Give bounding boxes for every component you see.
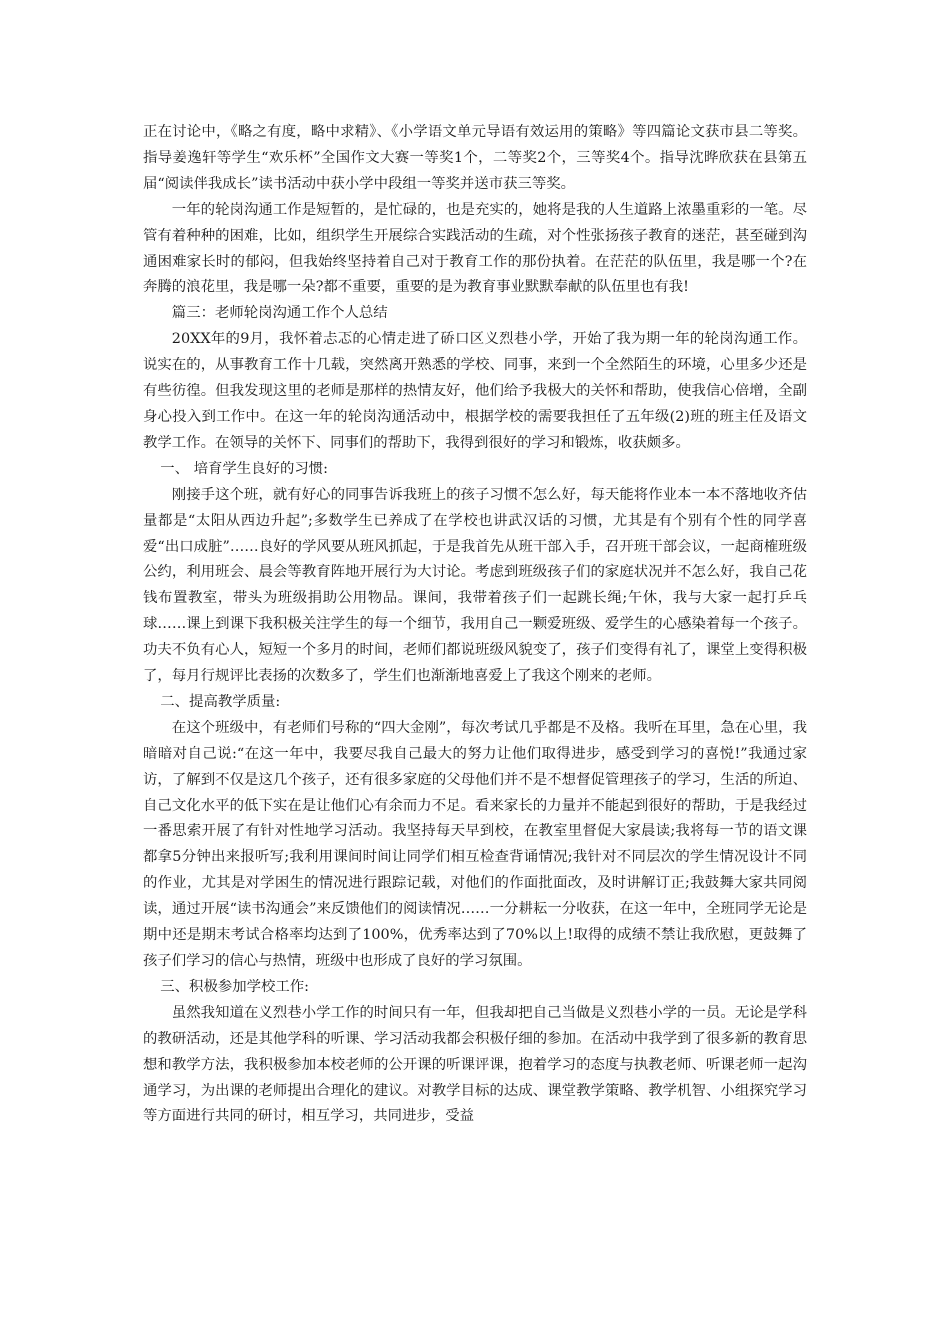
paragraph-introduction: 20XX年的9月，我怀着忐忑的心情走进了硚口区义烈巷小学，开始了我为期一年的轮岗沟通工作。说实在的，从事教育工作十几载，突然离开熟悉的学校、同事，来到一个全然陌生的环境，心里多少还是有些彷徨。但我发现这里的老师是那样的热情友好，他们给予我极大的关怀和帮助，使我信心倍增，全副身心投入到工作中。在这一年的轮岗沟通活动中，根据学校的需要我担任了五年级(2)班的班主任及语文教学工作。在领导的关怀下、同事们的帮助下，我得到很好的学习和锻炼，收获颇多。 [143, 331, 807, 451]
paragraph-teaching-quality: 在这个班级中，有老师们号称的“四大金刚”，每次考试几乎都是不及格。我听在耳里，急在心里，我暗暗对自己说:“在这一年中，我要尽我自己最大的努力让他们取得进步，感受到学习的喜悦!”我通过家访，了解到不仅是这几个孩子，还有很多家庭的父母他们并不是不想督促管理孩子的学习，生活的所迫、自己文化水平的低下实在是让他们心有余而力不足。看来家长的力量并不能起到很好的帮助，于是我经过一番思索开展了有针对性地学习活动。我坚持每天早到校，在教室里督促大家晨读;我将每一节的语文课都拿5分钟出来报听写;我利用课间时间让同学们相互检查背诵情况;我针对不同层次的学生情况设计不同的作业，尤其是对学困生的情况进行跟踪记载，对他们的作面批面改，及时讲解订正;我鼓舞大家共同阅读，通过开展“读书沟通会”来反馈他们的阅读情况……一分耕耘一分收获，在这一年中，全班同学无论是期中还是期末考试合格率均达到了100%，优秀率达到了70%以上!取得的成绩不禁让我欣慰，更鼓舞了孩子们学习的信心与热情，班级中也形成了良好的学习氛围。 [143, 719, 807, 969]
section-title-part-three: 篇三：老师轮岗沟通工作个人总结 [171, 305, 388, 322]
heading-teaching-quality: 二、提高教学质量: [160, 693, 281, 710]
paragraph-school-work: 虽然我知道在义烈巷小学工作的时间只有一年，但我却把自己当做是义烈巷小学的一员。无论是学科的教研活动，还是其他学科的听课、学习活动我都会积极仔细的参加。在活动中我学到了很多新的教育思想和教学方法，我积极参加本校老师的公开课的听课评课，抱着学习的态度与执教老师、听课老师一起沟通学习，为出课的老师提出合理化的建议。对教学目标的达成、课堂教学策略、教学机智、小组探究学习等方面进行共同的研讨，相互学习，共同进步，受益 [143, 1004, 807, 1125]
paragraph-reflection: 一年的轮岗沟通工作是短暂的，是忙碌的，也是充实的，她将是我的人生道路上浓墨重彩的一笔。尽管有着种种的困难，比如，组织学生开展综合实践活动的生疏，对个性张扬孩子教育的迷茫，甚至碰到沟通困难家长时的郁闷，但我始终坚持着自己对于教育工作的那份执着。在茫茫的队伍里，我是哪一个?在奔腾的浪花里，我是哪一朵?都不重要，重要的是为教育事业默默奉献的队伍里也有我! [143, 201, 807, 296]
document-page [143, 120, 807, 1130]
heading-school-work: 三、积极参加学校工作: [160, 978, 310, 995]
paragraph-awards-continued: 正在讨论中，《略之有度，略中求精》、《小学语文单元导语有效运用的策略》等四篇论文获市县二等奖。指导姜逸轩等学生“欢乐杯”全国作文大赛一等奖1个，二等奖2个，三等奖4个。指导沈晔欣获在县第五届“阅读伴我成长”读书活动中获小学中段组一等奖并送市获三等奖。 [143, 124, 807, 192]
paragraph-good-habits: 刚接手这个班，就有好心的同事告诉我班上的孩子习惯不怎么好，每天能将作业本一本不落地收齐估量都是“太阳从西边升起”;多数学生已养成了在学校也讲武汉话的习惯，尤其是有个别有个性的同学喜爱“出口成脏”……良好的学风要从班风抓起，于是我首先从班干部入手，召开班干部会议，一起商榷班级公约，利用班会、晨会等教育阵地开展行为大讨论。考虑到班级孩子们的家庭状况并不怎么好，我自己花钱布置教室，带头为班级捐助公用物品。课间，我带着孩子们一起跳长绳;午休，我与大家一起打乒乓球……课上到课下我积极关注学生的每一个细节，我用自己一颗爱班级、爱学生的心感染着每一个孩子。功夫不负有心人，短短一个多月的时间，老师们都说班级风貌变了，孩子们变得有礼了，课堂上变得积极了，每月行规评比表扬的次数多了，学生们也渐渐地喜爱上了我这个刚来的老师。 [143, 486, 807, 685]
heading-good-habits: 一、 培育学生良好的习惯: [160, 460, 328, 477]
